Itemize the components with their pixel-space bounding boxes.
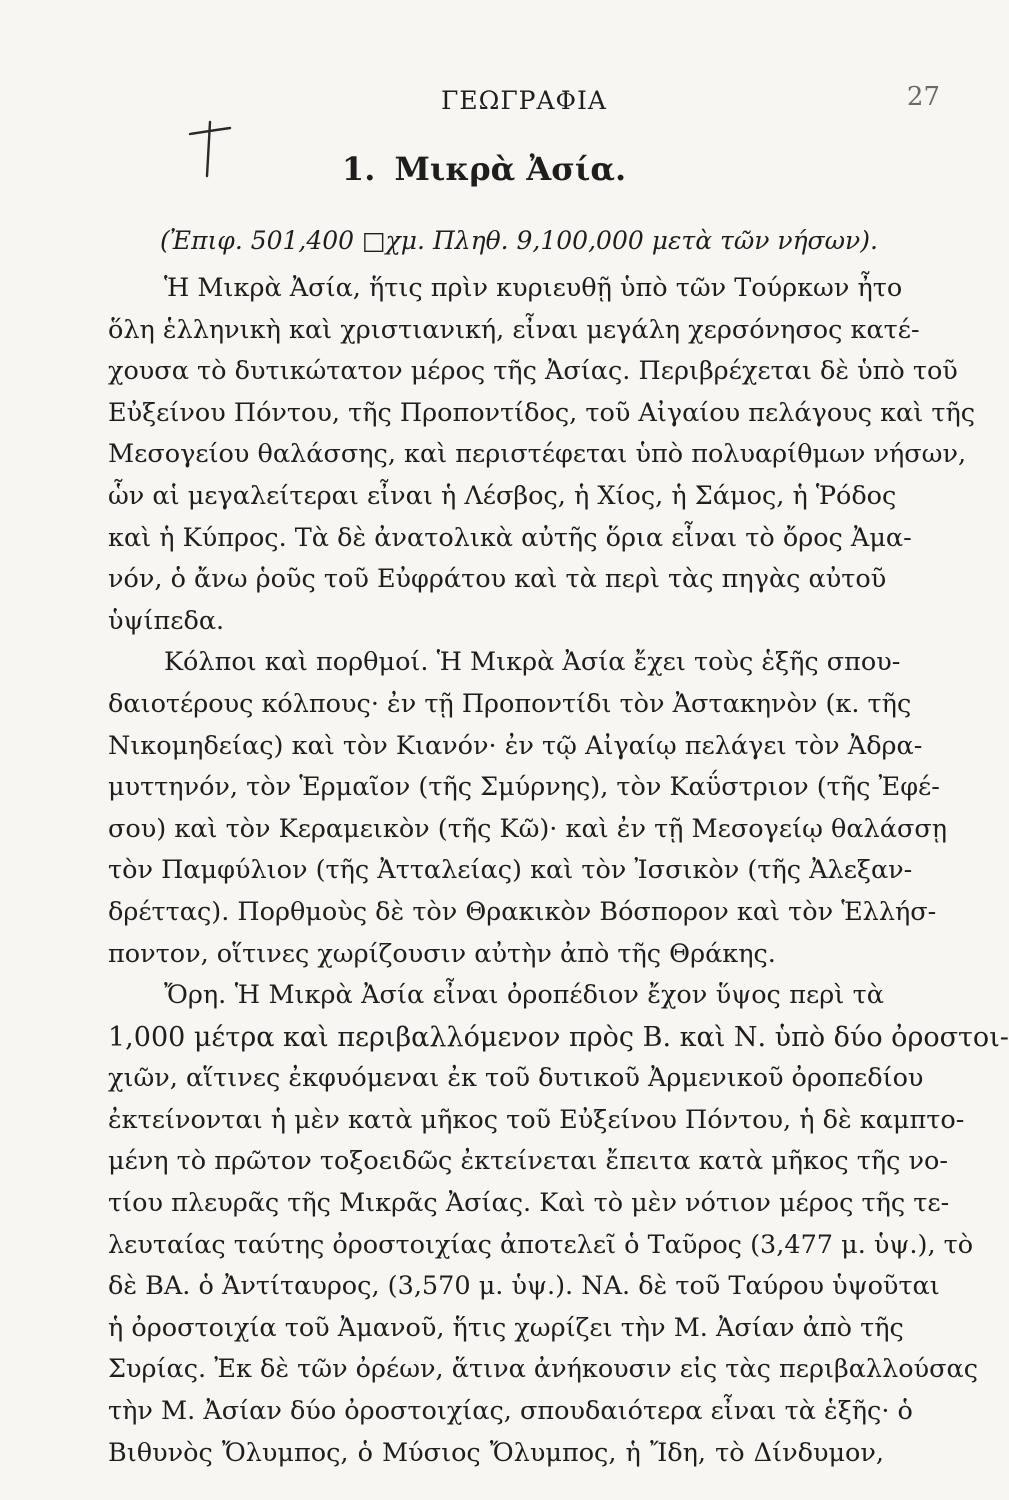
area-population-line: (Ἐπιφ. 501,400 □χμ. Πληθ. 9,100,000 μετὰ τῶν νήσων). xyxy=(160,226,878,255)
text-line: Ἡ Μικρὰ Ἀσία, ἥτις πρὶν κυριευθῇ ὑπὸ τῶν Τούρκων ἦτο xyxy=(164,273,903,303)
text-line: δρέττας). Πορθμοὺς δὲ τὸν Θρακικὸν Βόσπορον καὶ τὸν Ἑλλήσ- xyxy=(108,896,937,927)
subsection-gulfs-straits: Κόλποι καὶ πορθμοί. Ἡ Μικρὰ Ἀσία ἔχει τοὺς ἑξῆς σπου- xyxy=(164,647,901,678)
text-line: τὸν Παμφύλιον (τῆς Ἀτταλείας) καὶ τὸν Ἰσσικὸν (τῆς Ἀλεξαν- xyxy=(108,855,913,886)
page-header-title: ΓΕΩΓΡΑΦΙΑ xyxy=(441,86,607,115)
text-line: δαιοτέρους κόλπους· ἐν τῇ Προποντίδι τὸν Ἀστακηνὸν (κ. τῆς xyxy=(108,688,912,719)
text-line: 1,000 μέτρα καὶ περιβαλλόμενον πρὸς Β. καὶ Ν. ὑπὸ δύο ὀροστοι- xyxy=(108,1021,1009,1053)
section-number: 1. xyxy=(341,150,376,188)
running-header xyxy=(0,86,968,115)
text-line: μυττηνόν, τὸν Ἑρμαῖον (τῆς Σμύρνης), τὸν Καΰστριον (τῆς Ἐφέ- xyxy=(108,772,940,803)
text-line: τὴν Μ. Ἀσίαν δύο ὀροστοιχίας, σπουδαιότερα εἶναι τὰ ἑξῆς· ὁ xyxy=(108,1396,913,1427)
text-line: καὶ ἡ Κύπρος. Τὰ δὲ ἀνατολικὰ αὐτῆς ὅρια εἶναι τὸ ὄρος Ἀμα- xyxy=(108,522,912,553)
text-line: νόν, ὁ ἄνω ῥοῦς τοῦ Εὐφράτου καὶ τὰ περὶ τὰς πηγὰς αὐτοῦ xyxy=(108,564,887,595)
text-line: Εὐξείνου Πόντου, τῆς Προποντίδος, τοῦ Αἰγαίου πελάγους καὶ τῆς xyxy=(108,397,976,428)
text-line: Βιθυνὸς Ὄλυμπος, ὁ Μύσιος Ὄλυμπος, ἡ Ἴδη, τὸ Δίνδυμον, xyxy=(108,1437,884,1468)
text-line: ὧν αἱ μεγαλείτεραι εἶναι ἡ Λέσβος, ἡ Χίος, ἡ Σάμος, ἡ Ῥόδος xyxy=(108,480,897,511)
text-line: ἐκτείνονται ἡ μὲν κατὰ μῆκος τοῦ Εὐξείνου Πόντου, ἡ δὲ καμπτο- xyxy=(108,1104,965,1135)
text-line: χιῶν, αἵτινες ἐκφυόμεναι ἐκ τοῦ δυτικοῦ Ἀρμενικοῦ ὀροπεδίου xyxy=(108,1063,924,1094)
text-line: ἡ ὀροστοιχία τοῦ Ἀμανοῦ, ἥτις χωρίζει τὴν Μ. Ἀσίαν ἀπὸ τῆς xyxy=(108,1312,904,1343)
text-line: ὑψίπεδα. xyxy=(108,605,225,636)
text-line: δὲ ΒΑ. ὁ Ἀντίταυρος, (3,570 μ. ὑψ.). ΝΑ. δὲ τοῦ Ταύρου ὑψοῦται xyxy=(108,1271,940,1302)
text-line: λευταίας ταύτης ὀροστοιχίας ἀποτελεῖ ὁ Ταῦρος (3,477 μ. ὑψ.), τὸ xyxy=(108,1229,974,1260)
section-heading xyxy=(0,150,968,188)
text-line: Νικομηδείας) καὶ τὸν Κιανόν· ἐν τῷ Αἰγαίῳ πελάγει τὸν Ἀδρα- xyxy=(108,730,923,761)
section-title: Μικρὰ Ἀσία. xyxy=(394,150,627,188)
body-text xyxy=(108,268,1009,1474)
text-line: ποντον, οἵτινες χωρίζουσιν αὐτὴν ἀπὸ τῆς Θράκης. xyxy=(108,938,776,969)
subsection-mountains: Ὄρη. Ἡ Μικρὰ Ἀσία εἶναι ὀροπέδιον ἔχον ὕψος περὶ τὰ xyxy=(164,980,884,1011)
text-line: Μεσογείου θαλάσσης, καὶ περιστέφεται ὑπὸ πολυαρίθμων νήσων, xyxy=(108,439,967,470)
text-line: τίου πλευρᾶς τῆς Μικρᾶς Ἀσίας. Καὶ τὸ μὲν νότιον μέρος τῆς τε- xyxy=(108,1188,950,1219)
text-line: χουσα τὸ δυτικώτατον μέρος τῆς Ἀσίας. Περιβρέχεται δὲ ὑπὸ τοῦ xyxy=(108,356,958,387)
page-number: 27 xyxy=(906,82,940,112)
text-line: μένη τὸ πρῶτον τοξοειδῶς ἐκτείνεται ἔπειτα κατὰ μῆκος τῆς νο- xyxy=(108,1146,948,1177)
text-line: Συρίας. Ἐκ δὲ τῶν ὀρέων, ἅτινα ἀνήκουσιν εἰς τὰς περιβαλλούσας xyxy=(108,1354,979,1385)
text-line: σου) καὶ τὸν Κεραμεικὸν (τῆς Κῶ)· καὶ ἐν τῇ Μεσογείῳ θαλάσσῃ xyxy=(108,813,948,844)
text-line: ὅλη ἑλληνικὴ καὶ χριστιανική, εἶναι μεγάλη χερσόνησος κατέ- xyxy=(108,314,920,345)
